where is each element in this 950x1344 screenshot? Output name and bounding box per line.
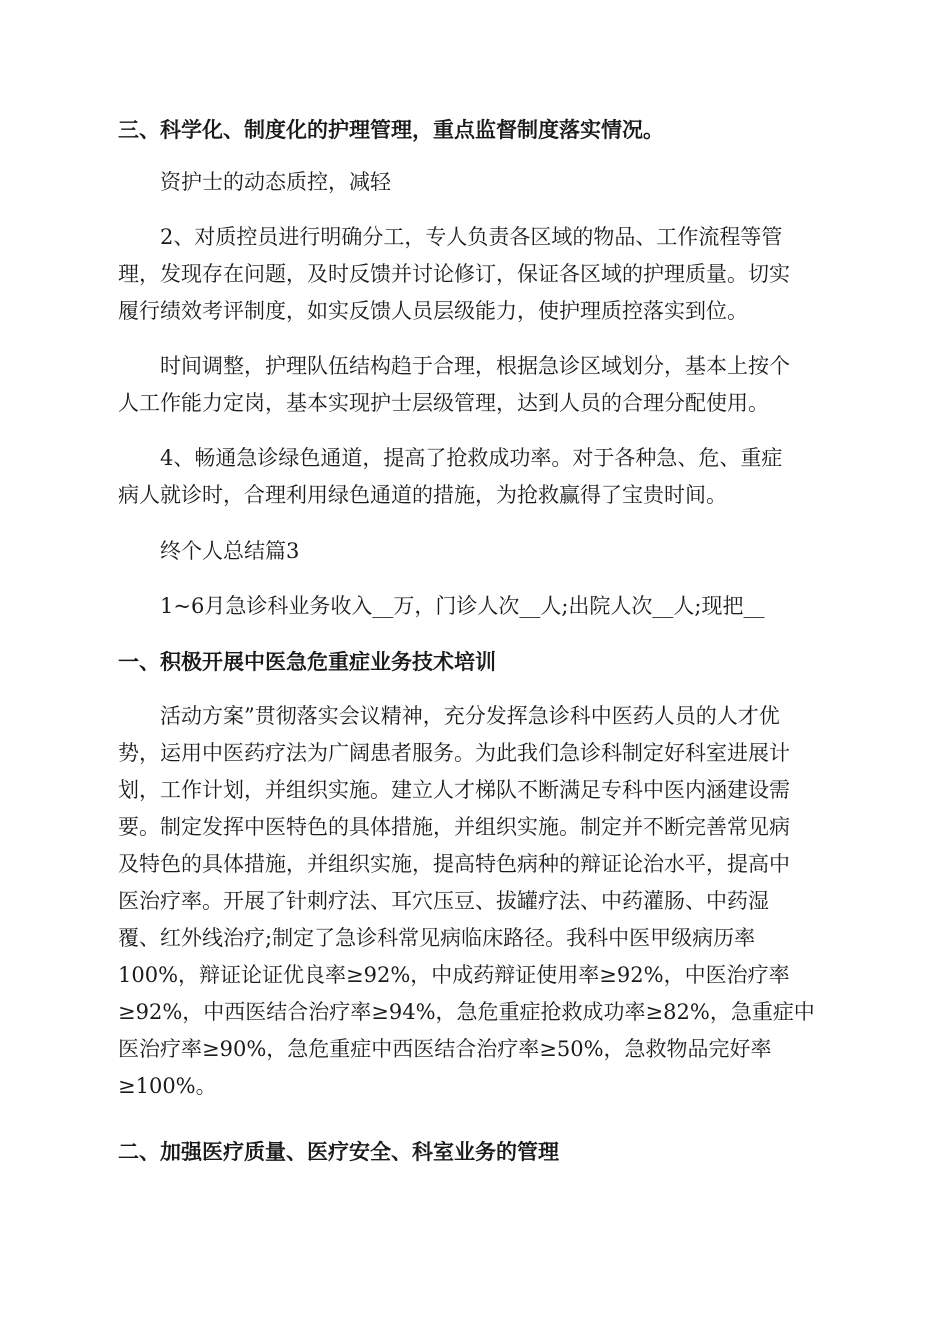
paragraph-line: 1~6月急诊科业务收入__万，门诊人次__人;出院人次__人;现把__ xyxy=(160,594,765,618)
paragraph-line: 时间调整，护理队伍结构趋于合理，根据急诊区域划分，基本上按个 xyxy=(160,354,790,378)
paragraph-line: 医治疗率≥90%，急危重症中西医结合治疗率≥50%，急救物品完好率 xyxy=(118,1037,772,1061)
paragraph-line: ≥92%，中西医结合治疗率≥94%，急危重症抢救成功率≥82%，急重症中 xyxy=(118,1000,815,1024)
paragraph-line: 终个人总结篇3 xyxy=(160,539,300,563)
paragraph-line: ≥100%。 xyxy=(118,1074,217,1098)
paragraph xyxy=(118,533,838,570)
paragraph xyxy=(118,698,838,1105)
section-heading-1 xyxy=(118,643,838,680)
paragraph-line: 资护士的动态质控，减轻 xyxy=(160,170,391,194)
paragraph-line: 要。制定发挥中医特色的具体措施，并组织实施。制定并不断完善常见病 xyxy=(118,815,790,839)
paragraph-line: 病人就诊时，合理利用绿色通道的措施，为抢救赢得了宝贵时间。 xyxy=(118,483,727,507)
paragraph-line: 理，发现存在问题，及时反馈并讨论修订，保证各区域的护理质量。切实 xyxy=(118,262,790,286)
section-heading-3 xyxy=(118,111,838,148)
paragraph-line: 2、对质控员进行明确分工，专人负责各区域的物品、工作流程等管 xyxy=(160,225,783,249)
paragraph xyxy=(118,588,838,625)
paragraph xyxy=(118,219,838,330)
paragraph xyxy=(118,348,838,422)
paragraph-line: 4、畅通急诊绿色通道，提高了抢救成功率。对于各种急、危、重症 xyxy=(160,446,783,470)
paragraph-line: 活动方案”贯彻落实会议精神，充分发挥急诊科中医药人员的人才优 xyxy=(160,704,780,728)
paragraph-line: 医治疗率。开展了针刺疗法、耳穴压豆、拔罐疗法、中药灌肠、中药湿 xyxy=(118,889,769,913)
paragraph-line: 覆、红外线治疗;制定了急诊科常见病临床路径。我科中医甲级病历率 xyxy=(118,926,756,950)
paragraph-line: 势，运用中医药疗法为广阔患者服务。为此我们急诊科制定好科室进展计 xyxy=(118,741,790,765)
paragraph-line: 履行绩效考评制度，如实反馈人员层级能力，使护理质控落实到位。 xyxy=(118,299,748,323)
paragraph-line: 划，工作计划，并组织实施。建立人才梯队不断满足专科中医内涵建设需 xyxy=(118,778,790,802)
paragraph-line: 及特色的具体措施，并组织实施，提高特色病种的辩证论治水平，提高中 xyxy=(118,852,790,876)
paragraph xyxy=(118,164,838,201)
heading-text: 一、积极开展中医急危重症业务技术培训 xyxy=(118,649,496,674)
heading-text: 二、加强医疗质量、医疗安全、科室业务的管理 xyxy=(118,1139,559,1164)
paragraph-line: 100%，辩证论证优良率≥92%，中成药辩证使用率≥92%，中医治疗率 xyxy=(118,963,790,987)
section-heading-2 xyxy=(118,1133,838,1170)
paragraph xyxy=(118,440,838,514)
heading-text: 三、科学化、制度化的护理管理，重点监督制度落实情况。 xyxy=(118,117,664,142)
paragraph-line: 人工作能力定岗，基本实现护士层级管理，达到人员的合理分配使用。 xyxy=(118,391,769,415)
